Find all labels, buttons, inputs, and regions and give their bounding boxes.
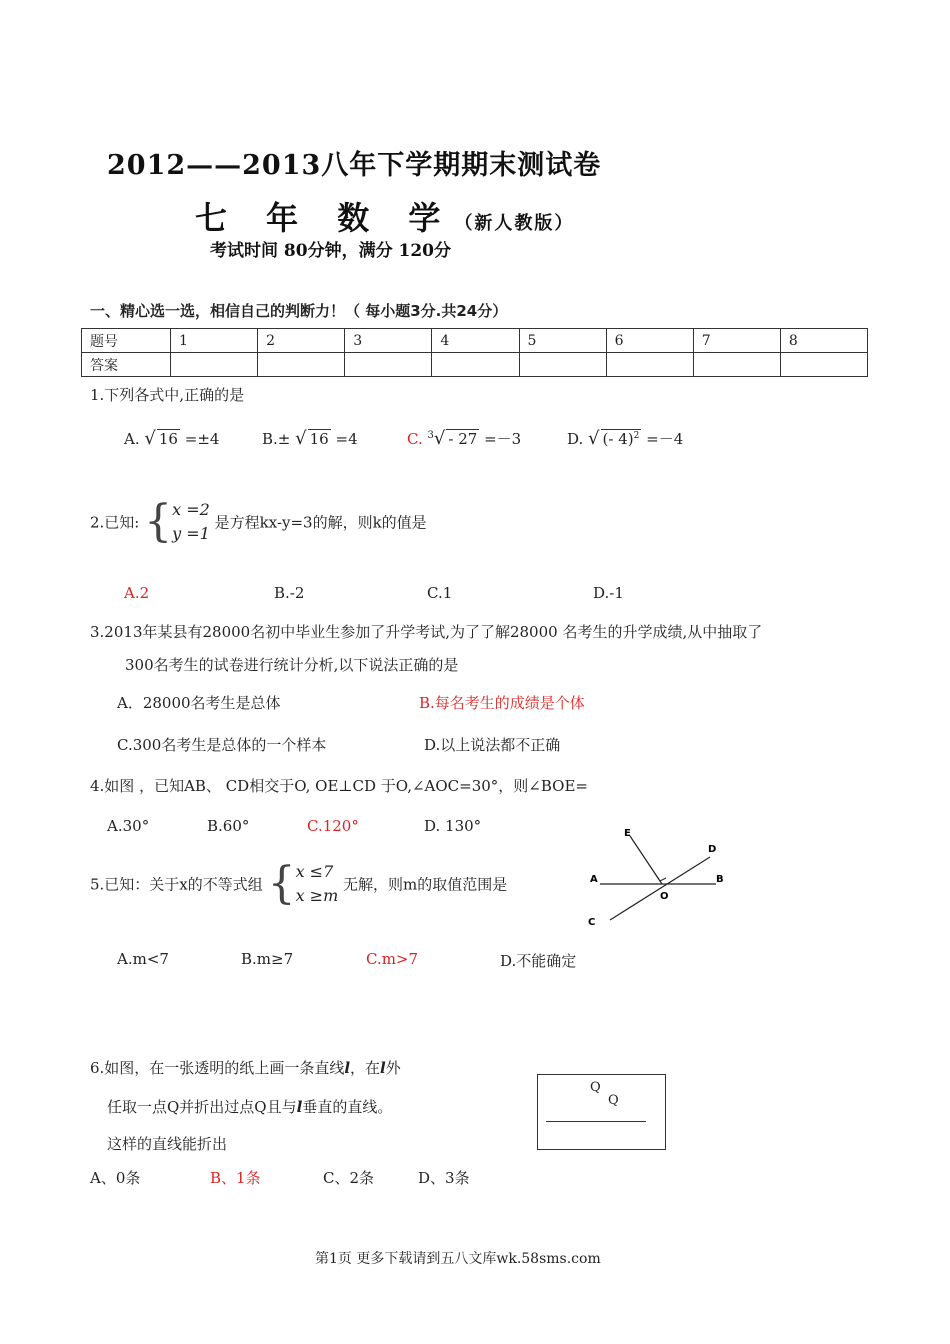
intersecting-lines-figure — [580, 822, 730, 932]
q6-text: 任取一点Q并折出过点Q且与 — [107, 1098, 297, 1116]
q5-option-c: C.m>7 — [366, 950, 419, 968]
question-2-stem — [90, 498, 427, 546]
answer-cell[interactable] — [606, 353, 693, 377]
q4-option-a: A.30° — [107, 817, 150, 835]
radical-sign: √ — [144, 428, 156, 449]
equation-2: y =1 — [172, 524, 210, 543]
question-3-stem-line2: 300名考生的试卷进行统计分析,以下说法正确的是 — [125, 656, 459, 674]
question-6-line1 — [90, 1057, 401, 1078]
q3-option-a: A．28000名考生是总体 — [117, 694, 281, 712]
q6-option-c: C、2条 — [323, 1169, 375, 1187]
answer-cell[interactable] — [258, 353, 345, 377]
question-number-row — [82, 329, 868, 353]
question-5-stem — [90, 860, 507, 908]
line-symbol: l — [296, 1098, 303, 1116]
q2-prefix: 2.已知: — [90, 513, 140, 532]
answer-cell[interactable] — [519, 353, 606, 377]
q2-suffix: 是方程kx-y=3的解，则k的值是 — [214, 513, 427, 532]
table-cell: 8 — [780, 329, 867, 353]
option-label: C. — [407, 430, 423, 448]
inequality-1: x ≤7 — [295, 862, 334, 881]
answer-table — [81, 328, 868, 377]
q2-option-b: B.-2 — [274, 584, 305, 602]
q6-text: 外 — [385, 1059, 401, 1077]
label-e: E — [624, 828, 631, 839]
answer-cell[interactable] — [171, 353, 258, 377]
question-4-stem: 4.如图 ，已知AB、 CD相交于O, OE⊥CD 于O,∠AOC=30°，则∠BOE= — [90, 777, 588, 795]
point-q-label: Q — [608, 1093, 619, 1108]
answer-cell[interactable] — [345, 353, 432, 377]
table-cell: 2 — [258, 329, 345, 353]
q1-option-d — [567, 428, 683, 449]
q5-prefix: 5.已知：关于x的不等式组 — [90, 875, 263, 894]
q3-option-b: B.每名考生的成绩是个体 — [419, 694, 585, 712]
option-label: D. — [567, 430, 584, 448]
line-l — [546, 1121, 646, 1122]
answer-row — [82, 353, 868, 377]
q6-option-d: D、3条 — [418, 1169, 470, 1187]
q6-text: 6.如图，在一张透明的纸上画一条直线 — [90, 1059, 345, 1077]
question-1-stem: 1.下列各式中,正确的是 — [90, 386, 245, 404]
equation-1: x =2 — [172, 500, 210, 519]
radicand: 16 — [158, 430, 178, 448]
subject-name: 七 年 数 学 — [195, 199, 455, 237]
q6-text: ，在 — [350, 1059, 381, 1077]
answer-cell[interactable] — [693, 353, 780, 377]
q4-option-b: B.60° — [207, 817, 250, 835]
radicand: - 27 — [448, 430, 478, 448]
label-c: C — [588, 917, 596, 928]
left-brace: { — [267, 858, 296, 909]
exam-title: 2012——2013八年下学期期末测试卷 — [107, 150, 602, 181]
option-label: A. — [124, 430, 140, 448]
edition-label: （新人教版） — [454, 213, 575, 234]
q5-suffix: 无解，则m的取值范围是 — [343, 875, 508, 894]
row-label: 答案 — [82, 353, 171, 377]
page-footer: 第1页 更多下载请到五八文库wk.58sms.com — [315, 1251, 601, 1267]
q5-option-b: B.m≥7 — [241, 950, 294, 968]
q2-option-a: A.2 — [124, 584, 150, 602]
option-rhs: =－4 — [646, 430, 684, 448]
equation-system — [172, 498, 210, 546]
table-cell: 7 — [693, 329, 780, 353]
label-b: B — [716, 874, 724, 885]
inequality-2: x ≥m — [295, 886, 339, 905]
question-6-line3: 这样的直线能折出 — [107, 1135, 228, 1153]
answer-cell[interactable] — [780, 353, 867, 377]
option-rhs: =－3 — [484, 430, 522, 448]
inequality-system — [296, 860, 339, 908]
q1-option-c — [407, 428, 521, 449]
table-cell: 3 — [345, 329, 432, 353]
table-cell: 1 — [171, 329, 258, 353]
root-index: 3 — [427, 430, 434, 441]
section-heading: 一、精心选一选，相信自己的判断力！（ 每小题3分.共24分） — [90, 302, 508, 320]
radicand — [601, 429, 642, 448]
option-rhs: =±4 — [184, 430, 220, 448]
table-cell: 5 — [519, 329, 606, 353]
right-angle-mark — [656, 875, 666, 881]
radicand-base: (- 4) — [602, 430, 634, 448]
paper-figure — [537, 1074, 666, 1150]
line-symbol: l — [380, 1059, 386, 1077]
q6-option-b: B、1条 — [210, 1169, 261, 1187]
q5-option-d: D.不能确定 — [500, 952, 577, 970]
q5-option-a: A.m<7 — [117, 950, 169, 968]
exponent: 2 — [633, 431, 640, 441]
point-q-label: Q — [590, 1080, 601, 1095]
line-symbol: l — [344, 1059, 351, 1077]
q1-option-a — [124, 428, 219, 449]
line-cd — [610, 857, 710, 920]
radicand: 16 — [309, 430, 329, 448]
radical-sign: √ — [433, 428, 446, 449]
radical-sign: √ — [588, 428, 600, 449]
answer-cell[interactable] — [432, 353, 519, 377]
option-label: B.± — [262, 430, 291, 448]
question-3-stem-line1: 3.2013年某县有28000名初中毕业生参加了升学考试,为了了解28000 名考生的升学成绩,从中抽取了 — [90, 623, 763, 641]
row-label: 题号 — [82, 329, 171, 353]
q6-text: 垂直的直线。 — [302, 1098, 393, 1116]
left-brace: { — [144, 496, 173, 547]
label-a: A — [590, 874, 598, 885]
option-rhs: =4 — [335, 430, 358, 448]
question-6-line2 — [107, 1096, 392, 1117]
q2-option-d: D.-1 — [593, 584, 624, 602]
q2-option-c: C.1 — [427, 584, 453, 602]
subject-title — [195, 193, 574, 239]
q3-option-d: D.以上说法都不正确 — [424, 736, 561, 754]
radical-sign: √ — [295, 428, 307, 449]
q1-option-b — [262, 428, 358, 449]
table-cell: 6 — [606, 329, 693, 353]
label-d: D — [708, 844, 717, 855]
q4-option-c: C.120° — [307, 817, 359, 835]
q4-option-d: D. 130° — [424, 817, 482, 835]
table-cell: 4 — [432, 329, 519, 353]
q3-option-c: C.300名考生是总体的一个样本 — [117, 736, 327, 754]
q6-option-a: A、0条 — [90, 1169, 141, 1187]
exam-info: 考试时间 80分钟，满分 120分 — [210, 241, 451, 261]
label-o: O — [660, 891, 669, 902]
